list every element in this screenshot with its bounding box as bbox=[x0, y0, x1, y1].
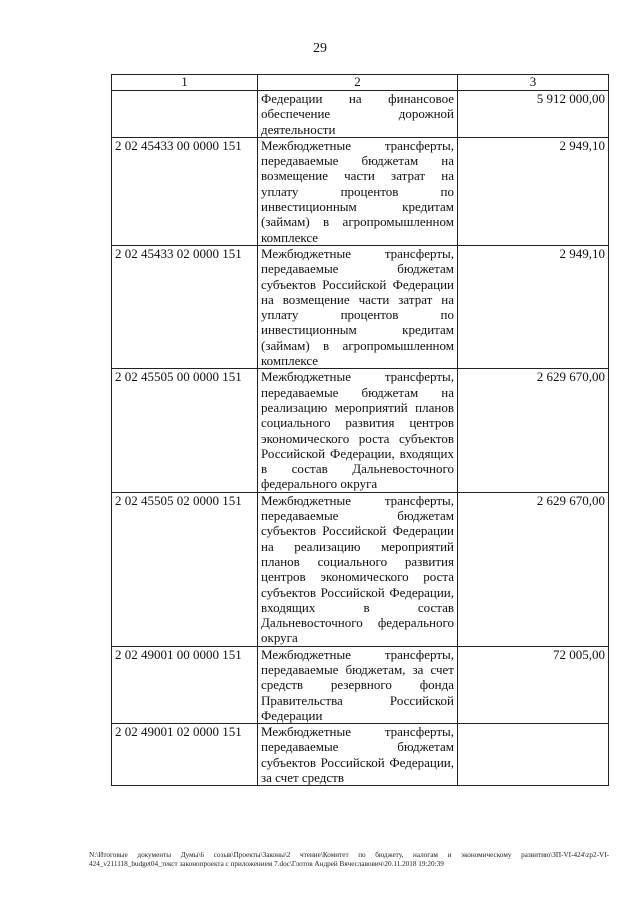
table-row bbox=[112, 245, 609, 368]
revenue-description: Федерации на финансовое обеспечение дорожной деятельности bbox=[258, 91, 458, 138]
revenue-description: Межбюджетные трансферты, передаваемые бюджетам, за счет средств резервного фонда Правительства Российской Федерации bbox=[258, 646, 458, 723]
page-number: 29 bbox=[313, 41, 327, 56]
table-row bbox=[112, 91, 609, 138]
budget-code: 2 02 45505 02 0000 151 bbox=[112, 492, 258, 646]
budget-code: 2 02 45433 02 0000 151 bbox=[112, 245, 258, 368]
document-file-path-footer: N:\Итоговые документы Думы\6 созыв\Проекты\Законы\2 чтение\Комитет по бюджету, налогам и экономическому развитию\ЗП-VI-424\zp2-VI-424_v211118_budget04_текст законопроекта с приложением 7.doc\Глотов Андрей Вячеславович\20.11.2018 19:20:39 bbox=[89, 851, 609, 868]
table-row bbox=[112, 369, 609, 492]
amount: 2 629 670,00 bbox=[458, 369, 609, 492]
amount: 2 949,10 bbox=[458, 245, 609, 368]
amount: 2 629 670,00 bbox=[458, 492, 609, 646]
revenue-description: Межбюджетные трансферты, передаваемые бюджетам на реализацию мероприятий планов социального развития центров экономического роста субъектов Российской Федерации, входящих в состав Дальневосточного федерального округа bbox=[258, 369, 458, 492]
amount: 72 005,00 bbox=[458, 646, 609, 723]
column-header: 2 bbox=[258, 75, 458, 91]
revenue-table bbox=[111, 74, 609, 786]
amount bbox=[458, 724, 609, 786]
table-row bbox=[112, 724, 609, 786]
table-row bbox=[112, 137, 609, 245]
table-row bbox=[112, 492, 609, 646]
amount: 5 912 000,00 bbox=[458, 91, 609, 138]
revenue-description: Межбюджетные трансферты, передаваемые бюджетам на возмещение части затрат на уплату процентов по инвестиционным кредитам (займам) в агропромышленном комплексе bbox=[258, 137, 458, 245]
budget-code bbox=[112, 91, 258, 138]
revenue-description: Межбюджетные трансферты, передаваемые бюджетам субъектов Российской Федерации на реализацию мероприятий планов социального развития центров экономического роста субъектов Российской Федерации, входящих в состав Дальневосточного федерального округа bbox=[258, 492, 458, 646]
budget-code: 2 02 45433 00 0000 151 bbox=[112, 137, 258, 245]
amount: 2 949,10 bbox=[458, 137, 609, 245]
table-row bbox=[112, 646, 609, 723]
budget-code: 2 02 49001 02 0000 151 bbox=[112, 724, 258, 786]
revenue-description: Межбюджетные трансферты, передаваемые бюджетам субъектов Российской Федерации на возмещение части затрат на уплату процентов по инвестиционным кредитам (займам) в агропромышленном комплексе bbox=[258, 245, 458, 368]
budget-code: 2 02 45505 00 0000 151 bbox=[112, 369, 258, 492]
column-header: 1 bbox=[112, 75, 258, 91]
table-header-row bbox=[112, 75, 609, 91]
column-header: 3 bbox=[458, 75, 609, 91]
budget-code: 2 02 49001 00 0000 151 bbox=[112, 646, 258, 723]
revenue-description: Межбюджетные трансферты, передаваемые бюджетам субъектов Российской Федерации, за счет средств bbox=[258, 724, 458, 786]
